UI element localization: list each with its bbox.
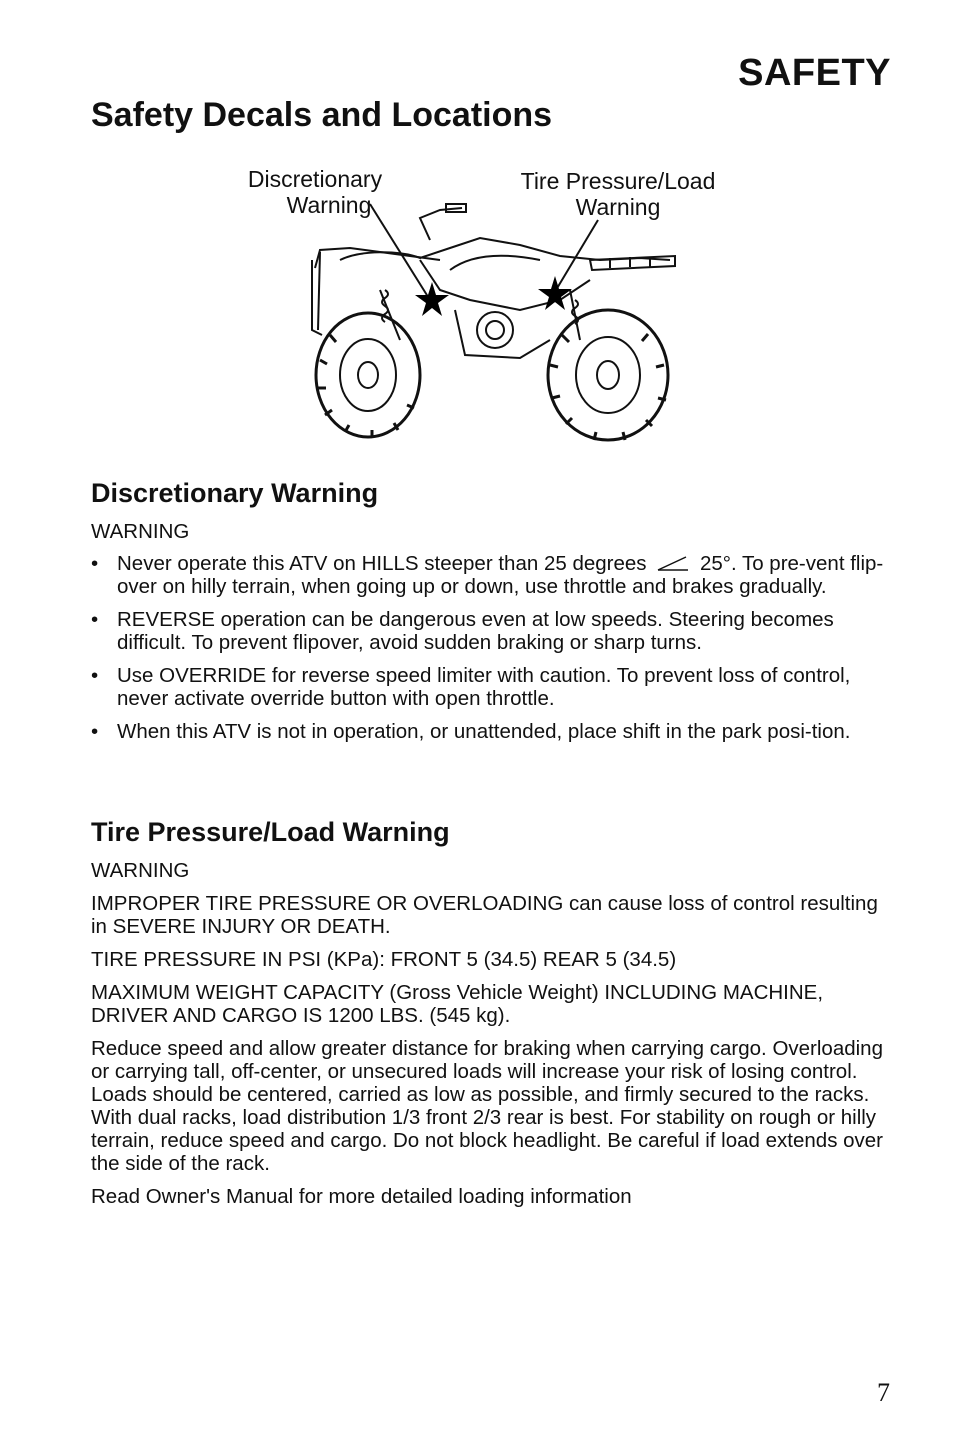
atv-figure: [0, 160, 954, 450]
list-item: • REVERSE operation can be dangerous even at low speeds. Steering becomes difficult. To prevent flipover, avoid sudden braking or sharp turns.: [91, 608, 891, 654]
figure-label-line: Warning: [575, 194, 661, 220]
discretionary-body: [91, 520, 891, 753]
figure-label-line: Warning: [286, 192, 372, 218]
paragraph: MAXIMUM WEIGHT CAPACITY (Gross Vehicle Weight) INCLUDING MACHINE, DRIVER AND CARGO IS 1200 LBS. (545 kg).: [91, 981, 824, 1027]
list-item: [91, 552, 891, 598]
list-item: • When this ATV is not in operation, or unattended, place shift in the park posi-tion.: [91, 720, 891, 743]
page-title: Safety Decals and Locations: [91, 96, 553, 134]
slope-angle-icon: [656, 554, 690, 572]
bullet-text: 25°. To pre-vent flip-over on hilly terrain, when going up or down, use throttle and brakes gradually.: [117, 552, 884, 598]
decal-star-discretionary: [415, 282, 449, 316]
tire-warning-label: WARNING: [91, 859, 190, 882]
section-header: SAFETY: [738, 52, 891, 94]
paragraph: TIRE PRESSURE IN PSI (KPa): FRONT 5 (34.5) REAR 5 (34.5): [91, 948, 677, 971]
discretionary-warning-label: WARNING: [91, 520, 190, 543]
discretionary-heading: Discretionary Warning: [91, 478, 379, 508]
tire-heading: Tire Pressure/Load Warning: [91, 817, 450, 847]
paragraph: Reduce speed and allow greater distance for braking when carrying cargo. Overloading or carrying tall, off-center, or unsecured loads will increase your risk of losing control. Loads should be centered, carried as low as possible, and firmly secured to the racks. With dual racks, load distribution 1/3 front 2/3 rear is best. For stability on rough or hilly terrain, reduce speed and cargo. Do not block headlight. Be careful if load extends over the side of the rack.: [91, 1037, 884, 1175]
page-number: 7: [877, 1378, 890, 1407]
figure-label-line: Tire Pressure/Load: [520, 168, 716, 194]
bullet-text: Never operate this ATV on HILLS steeper than 25 degrees: [117, 552, 647, 575]
discretionary-bullets: [91, 552, 891, 743]
figure-label-line: Discretionary: [247, 166, 383, 192]
leader-line-right: [556, 220, 598, 290]
paragraph: Read Owner's Manual for more detailed loading information: [91, 1185, 632, 1208]
atv-illustration: [0, 160, 954, 450]
paragraph: IMPROPER TIRE PRESSURE OR OVERLOADING can cause loss of control resulting in SEVERE INJURY OR DEATH.: [91, 892, 878, 938]
list-item: • Use OVERRIDE for reverse speed limiter with caution. To prevent loss of control, never activate override button with open throttle.: [91, 664, 891, 710]
tire-body: [91, 859, 891, 1208]
